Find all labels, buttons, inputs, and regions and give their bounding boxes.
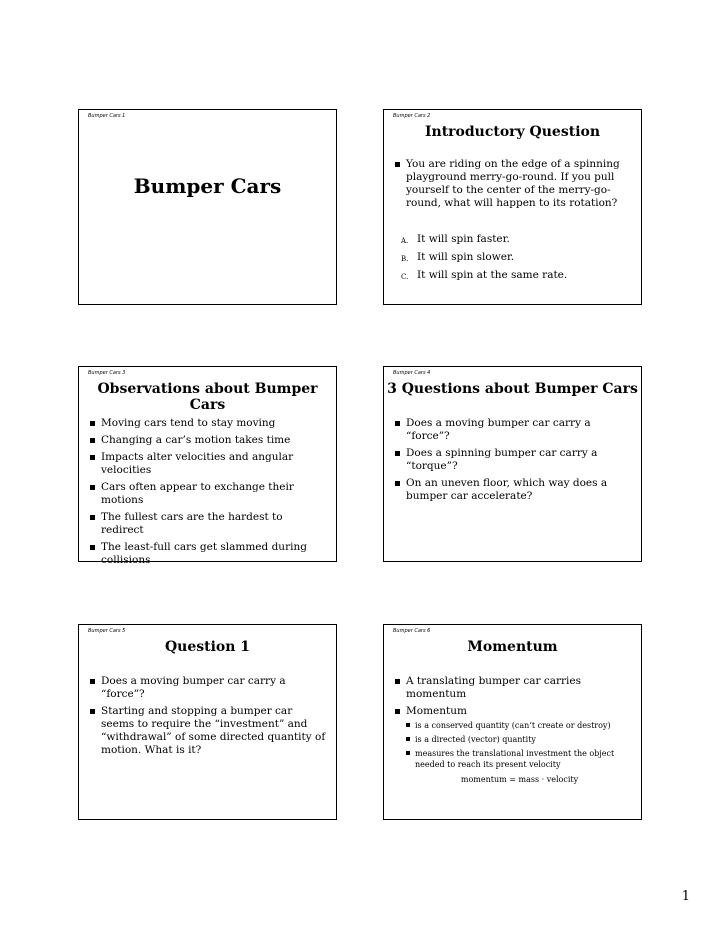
sub-list-item: is a conserved quantity (can’t create or destroy): [406, 720, 633, 731]
answer-text: It will spin slower.: [417, 251, 515, 263]
list-item: Does a spinning bumper car carry a “torque”?: [395, 447, 633, 473]
answer-item: [401, 251, 633, 266]
answer-letter: B.: [401, 255, 409, 263]
momentum-formula: momentum = mass · velocity: [460, 775, 579, 784]
bullet-list: [395, 675, 633, 790]
sub-list-item: measures the translational investment the object needed to reach its present velocity: [406, 748, 633, 770]
sub-bullet-list: [406, 720, 633, 770]
slide-6: [383, 624, 642, 820]
slide-4: [383, 366, 642, 562]
question-bullet: You are riding on the edge of a spinning playground merry-go-round. If you pull yourself to the center of the merry-go-round, what will happen to its rotation?: [395, 158, 633, 210]
list-item: Cars often appear to exchange their motions: [90, 481, 328, 507]
slide-title: 3 Questions about Bumper Cars: [387, 381, 638, 397]
slide-2: [383, 109, 642, 305]
list-item: The fullest cars are the hardest to redirect: [90, 511, 328, 537]
answer-text: It will spin at the same rate.: [417, 269, 568, 281]
list-item: Starting and stopping a bumper car seems to require the “investment” and “withdrawal” of some directed quantity of motion. What is it?: [90, 705, 328, 757]
bullet-list: [90, 675, 328, 761]
answer-item: [401, 233, 633, 248]
slide-title: Bumper Cars: [133, 174, 282, 198]
bullet-list: [395, 158, 633, 214]
slide-title: Observations about Bumper Cars: [97, 381, 318, 413]
slide-label: Bumper Cars 5: [88, 628, 126, 634]
page-number: 1: [681, 889, 690, 904]
answer-item: [401, 269, 633, 284]
list-item-text: Momentum: [406, 705, 467, 717]
slide-title: Introductory Question: [424, 124, 601, 140]
slide-title: Momentum: [467, 639, 558, 655]
list-item: Does a moving bumper car carry a “force”?: [90, 675, 328, 701]
slide-label: Bumper Cars 6: [393, 628, 431, 634]
bullet-list: [90, 417, 328, 571]
slide-5: [78, 624, 337, 820]
slide-1: [78, 109, 337, 305]
answer-letter: A.: [401, 237, 409, 245]
slide-label: Bumper Cars 3: [88, 370, 126, 376]
answer-letter: C.: [401, 273, 409, 281]
slide-label: Bumper Cars 1: [88, 113, 126, 119]
list-item: A translating bumper car carries momentum: [395, 675, 633, 701]
sub-list-item: is a directed (vector) quantity: [406, 734, 633, 745]
slide-3: [78, 366, 337, 566]
slide-label: Bumper Cars 4: [393, 370, 431, 376]
list-item: [395, 705, 633, 786]
list-item: Does a moving bumper car carry a “force”?: [395, 417, 633, 443]
answer-list: [401, 233, 633, 287]
list-item: Moving cars tend to stay moving: [90, 417, 328, 430]
bullet-list: [395, 417, 633, 507]
list-item: Impacts alter velocities and angular velocities: [90, 451, 328, 477]
list-item: Changing a car’s motion takes time: [90, 434, 328, 447]
slide-label: Bumper Cars 2: [393, 113, 431, 119]
answer-text: It will spin faster.: [417, 233, 510, 245]
slide-title: Question 1: [164, 639, 251, 655]
list-item: The least-full cars get slammed during collisions: [90, 541, 328, 567]
list-item: On an uneven floor, which way does a bumper car accelerate?: [395, 477, 633, 503]
